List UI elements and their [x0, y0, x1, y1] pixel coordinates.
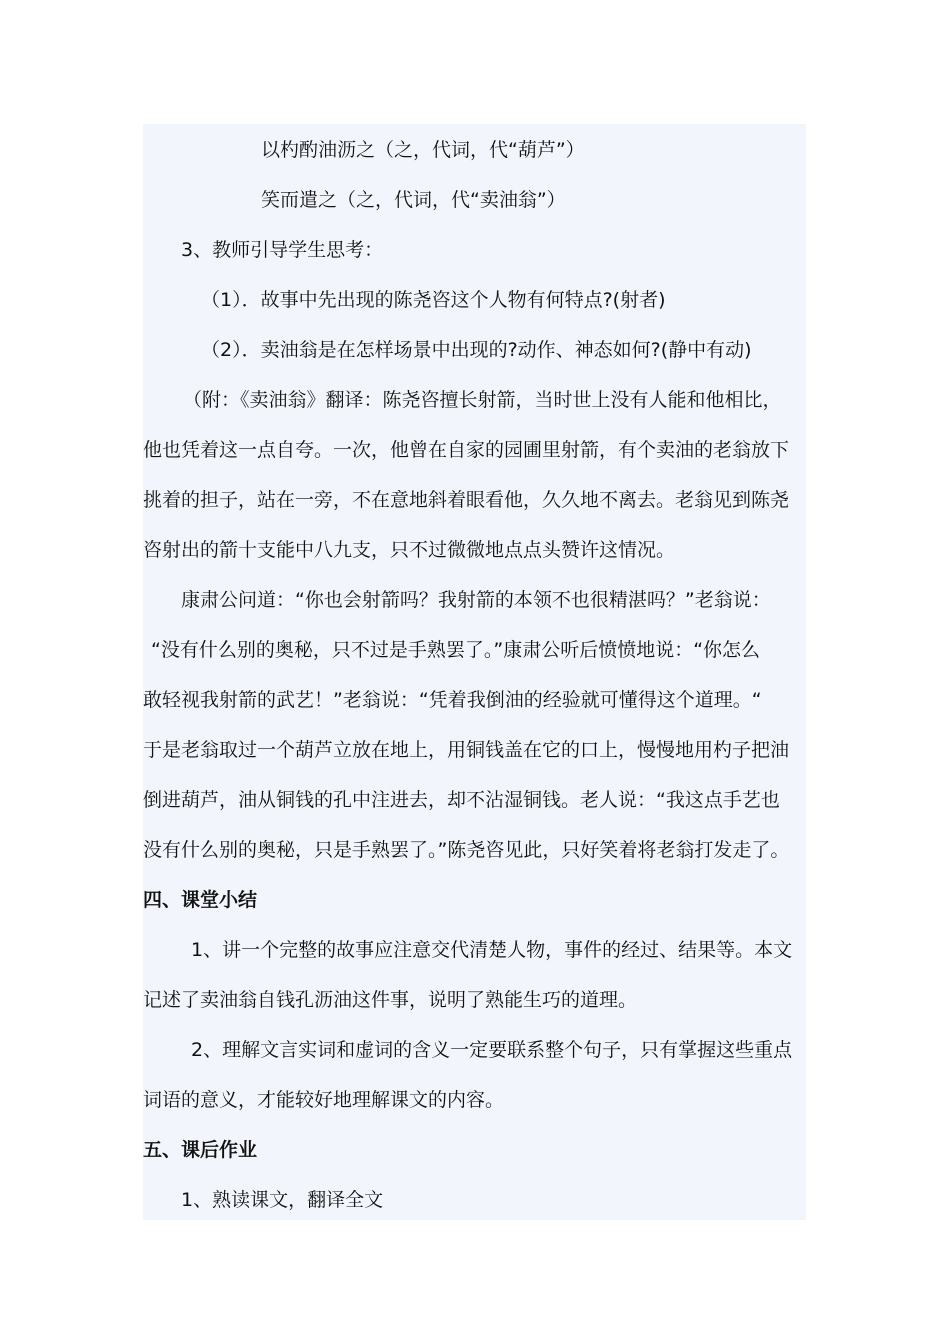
text-line: 倒进葫芦，油从铜钱的孔中注进去，却不沾湿铜钱。老人说：“我这点手艺也	[143, 789, 780, 811]
section-heading: 四、课堂小结	[143, 889, 258, 911]
text-line: 于是老翁取过一个葫芦立放在地上，用铜钱盖在它的口上，慢慢地用杓子把油	[143, 739, 790, 761]
text-line: 1、熟读课文，翻译全文	[181, 1189, 384, 1211]
text-line: （2）．卖油翁是在怎样场景中出现的?动作、神态如何?(静中有动)	[201, 339, 752, 361]
text-line: 2、理解文言实词和虚词的含义一定要联系整个句子，只有掌握这些重点	[191, 1039, 793, 1061]
text-line: 没有什么别的奥秘，只是手熟罢了。”陈尧咨见此，只好笑着将老翁打发走了。	[143, 839, 790, 861]
text-line: 1、讲一个完整的故事应注意交代清楚人物，事件的经过、结果等。本文	[191, 939, 793, 961]
text-line: 他也凭着这一点自夸。一次，他曾在自家的园圃里射箭，有个卖油的老翁放下	[143, 439, 790, 461]
text-line: 3、教师引导学生思考：	[181, 239, 384, 261]
text-line: （1）．故事中先出现的陈尧咨这个人物有何特点?(射者)	[201, 289, 666, 311]
text-line: 笑而遣之（之，代词，代“卖油翁”）	[261, 189, 566, 211]
text-line: （附：《卖油翁》翻译：陈尧咨擅长射箭，当时世上没有人能和他相比，	[183, 389, 782, 411]
text-line: 康肃公问道：“你也会射箭吗？我射箭的本领不也很精湛吗？”老翁说：	[181, 589, 771, 611]
document-page	[143, 124, 806, 1220]
text-line: 挑着的担子，站在一旁，不在意地斜着眼看他，久久地不离去。老翁见到陈尧	[143, 489, 790, 511]
text-line: “没有什么别的奥秘，只不过是手熟罢了。”康肃公听后愤愤地说：“你怎么	[151, 639, 761, 661]
text-line: 词语的意义，才能较好地理解课文的内容。	[143, 1089, 505, 1111]
text-line: 以杓酌油沥之（之，代词，代“葫芦”）	[261, 139, 585, 161]
text-line: 敢轻视我射箭的武艺！”老翁说：“凭着我倒油的经验就可懂得这个道理。“	[143, 689, 762, 711]
section-heading: 五、课后作业	[143, 1139, 258, 1161]
text-line: 咨射出的箭十支能中八九支，只不过微微地点点头赞许这情况。	[143, 539, 676, 561]
text-line: 记述了卖油翁自钱孔沥油这件事，说明了熟能生巧的道理。	[143, 989, 638, 1011]
